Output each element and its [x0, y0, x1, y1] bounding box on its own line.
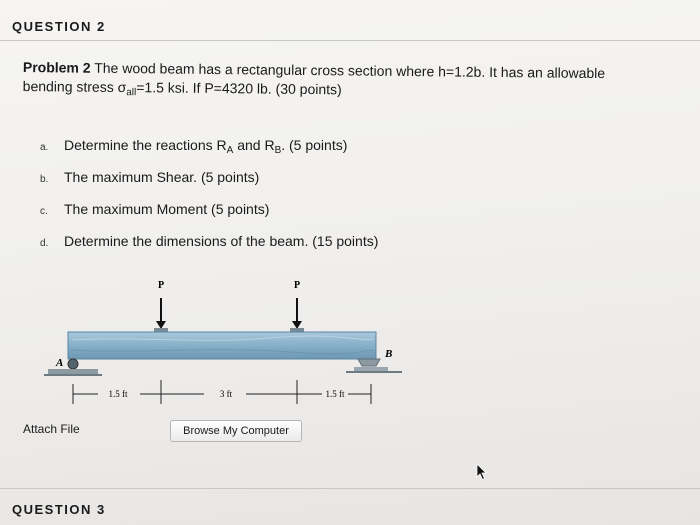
- part-c: [40, 201, 560, 233]
- part-letter: c.: [40, 206, 48, 217]
- part-text: Determine the dimensions of the beam. (15 points): [64, 233, 379, 249]
- sigma-subscript: all: [126, 87, 137, 99]
- dimension-label-1: 1.5 ft: [108, 389, 128, 399]
- problem-label: Problem 2: [22, 58, 91, 76]
- bearing-plate-right: [290, 328, 304, 332]
- next-question-header: QUESTION 3: [12, 502, 106, 517]
- pin-support-a: [44, 359, 102, 375]
- part-text: [64, 137, 347, 156]
- part-a-sub-2: B: [274, 145, 282, 156]
- beam-diagram: [40, 272, 410, 412]
- part-letter: d.: [40, 238, 49, 249]
- load-arrow-right: [292, 298, 302, 329]
- problem-statement: [23, 58, 683, 108]
- part-a-text-1: Determine the reactions R: [64, 137, 227, 153]
- support-label-a: A: [56, 357, 64, 369]
- part-text: The maximum Shear. (5 points): [64, 169, 260, 185]
- part-a-sub-1: A: [226, 145, 234, 156]
- part-letter: b.: [40, 174, 49, 185]
- browse-my-computer-button[interactable]: Browse My Computer: [170, 420, 302, 442]
- part-a: [40, 137, 560, 169]
- problem-text-1: The wood beam has a rectangular cross section where h=1.2b. It has an allowable: [94, 59, 606, 82]
- part-letter: a.: [40, 142, 49, 153]
- load-arrow-left: [156, 298, 166, 329]
- support-label-b: B: [385, 348, 393, 360]
- dimension-label-2: 3 ft: [219, 389, 233, 399]
- question-header: QUESTION 2: [12, 19, 106, 34]
- attach-file-label: Attach File: [23, 422, 80, 436]
- part-text: The maximum Moment (5 points): [64, 201, 270, 217]
- load-label-right: P: [293, 280, 301, 291]
- bearing-plate-left: [154, 328, 168, 332]
- load-label-left: P: [157, 280, 165, 291]
- problem-text-2b: =1.5 ksi. If P=4320 lb. (30 points): [136, 79, 342, 98]
- dimension-label-3: 1.5 ft: [325, 389, 345, 399]
- part-b: [40, 169, 560, 201]
- question-divider: [0, 488, 700, 489]
- roller-support-b: [346, 359, 402, 372]
- part-a-text-2: and R: [233, 137, 275, 153]
- problem-text-2a: bending stress σ: [22, 77, 127, 96]
- header-divider: [0, 40, 700, 41]
- part-a-text-3: . (5 points): [281, 137, 348, 153]
- part-d: [40, 233, 560, 265]
- question-parts: [40, 137, 560, 265]
- mouse-cursor-icon: [476, 463, 488, 481]
